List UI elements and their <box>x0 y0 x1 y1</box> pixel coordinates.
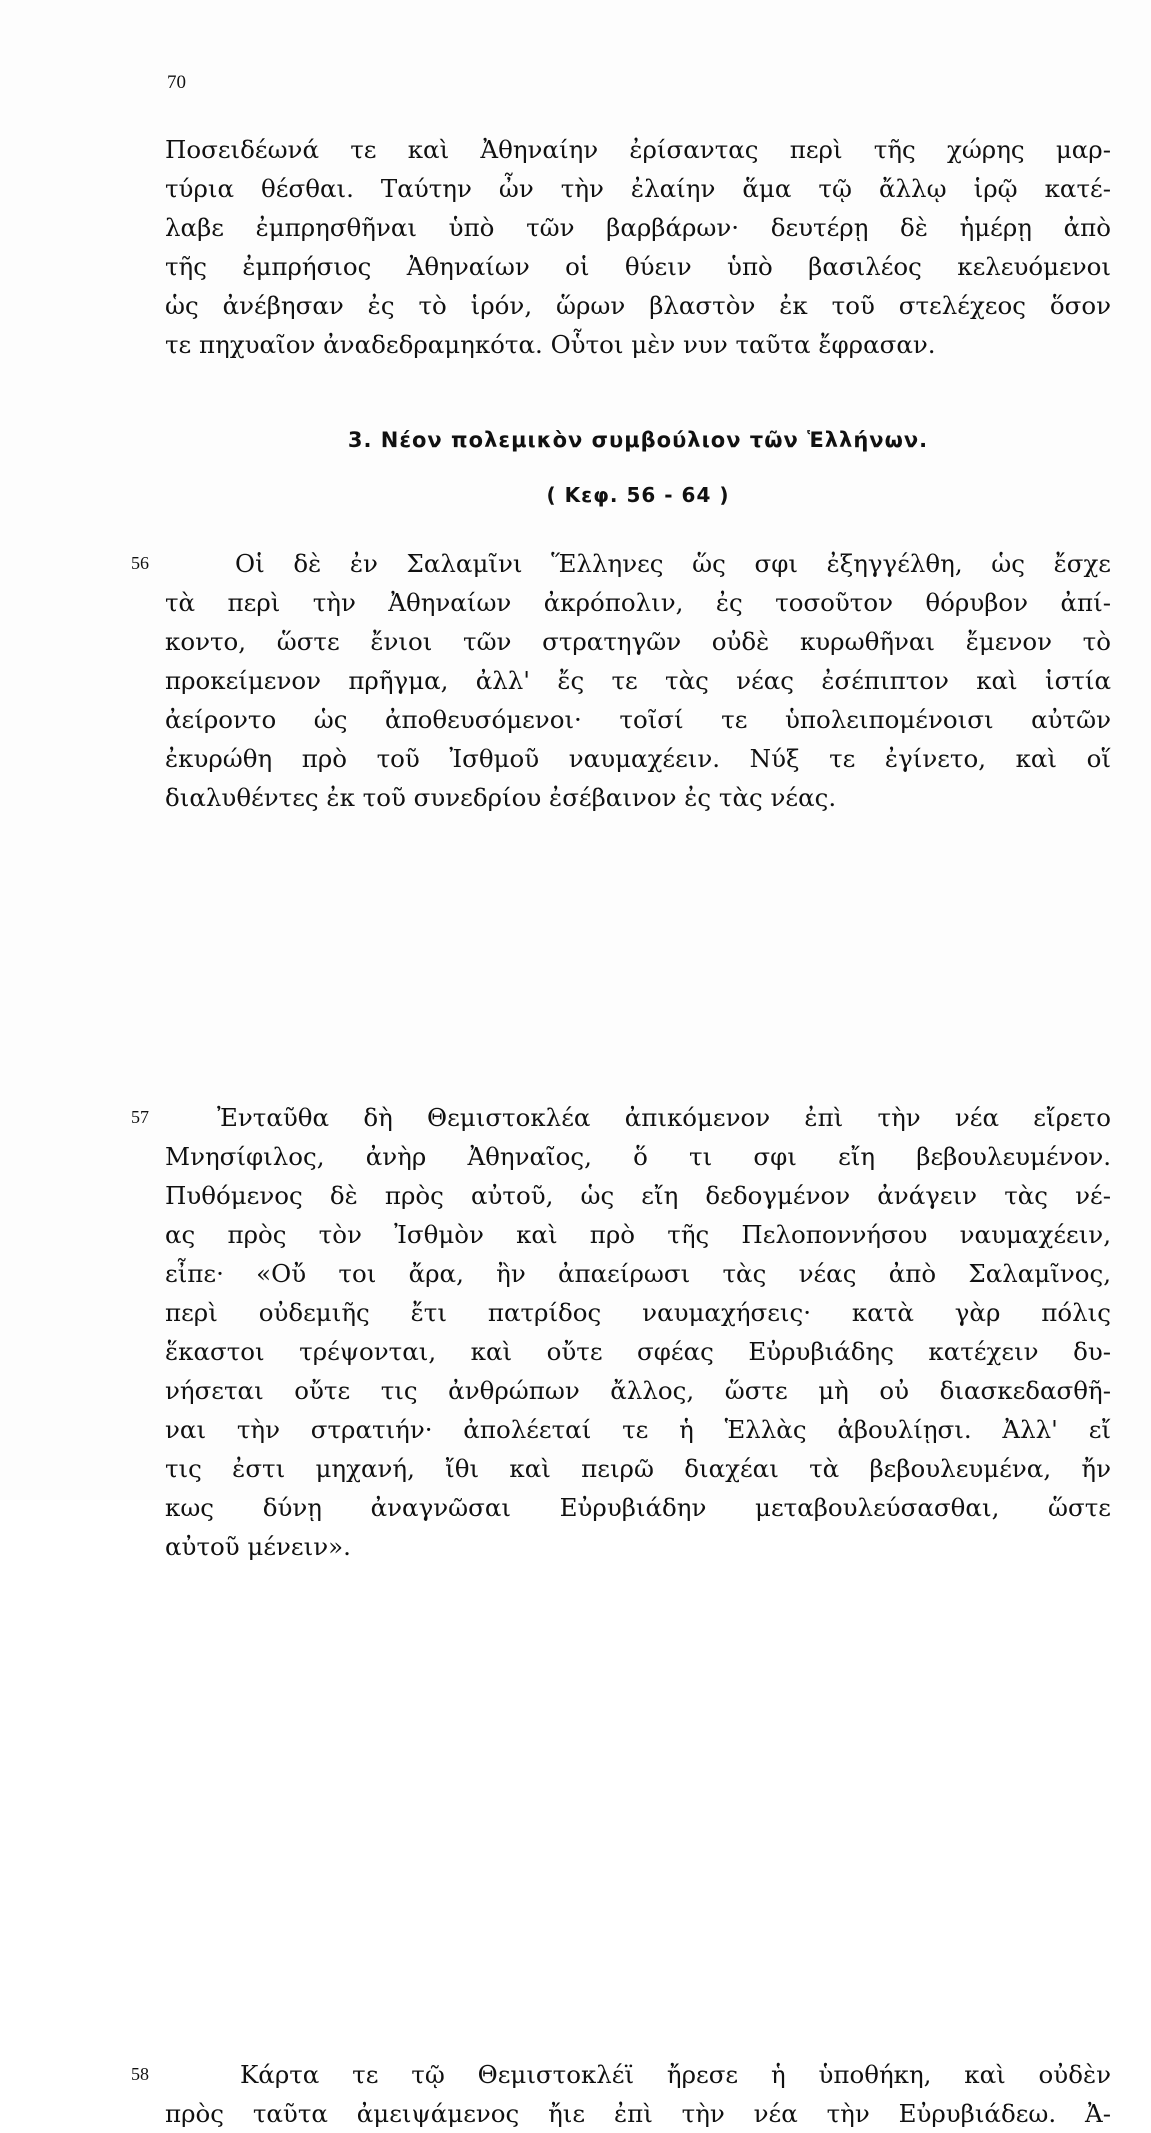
text-line: τὰ περὶ τὴν Ἀθηναίων ἀκρόπολιν, ἐς τοσοῦτον θόρυβον ἀπί- <box>165 588 1111 617</box>
text-line: λαβε ἐμπρησθῆναι ὑπὸ τῶν βαρβάρων· δευτέρῃ δὲ ἡμέρῃ ἀπὸ <box>165 213 1111 242</box>
page-number: 70 <box>167 72 186 93</box>
text-line: τῆς ἐμπρήσιος Ἀθηναίων οἱ θύειν ὑπὸ βασιλέος κελευόμενοι <box>165 252 1111 281</box>
text-line: αὐτοῦ μένειν». <box>165 1532 351 1561</box>
text-line: τις ἐστι μηχανή, ἴθι καὶ πειρῶ διαχέαι τὰ βεβουλευμένα, ἤν <box>165 1454 1111 1483</box>
intro-paragraph <box>165 130 1111 364</box>
text-line: ναι τὴν στρατιήν· ἀπολέεταί τε ἡ Ἑλλὰς ἀβουλίῃσι. Ἀλλ' εἴ <box>165 1415 1111 1444</box>
text-line: κως δύνῃ ἀναγνῶσαι Εὐρυβιάδην μεταβουλεύσασθαι, ὥστε <box>165 1493 1111 1522</box>
text-line: νήσεται οὔτε τις ἀνθρώπων ἄλλος, ὥστε μὴ οὐ διασκεδασθῆ- <box>165 1376 1111 1405</box>
text-line: Ἐνταῦθα δὴ Θεμιστοκλέα ἀπικόμενον ἐπὶ τὴν νέα εἴρετο <box>217 1103 1111 1132</box>
text-line: ας πρὸς τὸν Ἰσθμὸν καὶ πρὸ τῆς Πελοποννήσου ναυμαχέειν, <box>165 1220 1111 1249</box>
text-line: περὶ οὐδεμιῆς ἔτι πατρίδος ναυμαχήσεις· κατὰ γὰρ πόλις <box>165 1298 1111 1327</box>
text-line: Ποσειδέωνά τε καὶ Ἀθηναίην ἐρίσαντας περὶ τῆς χώρης μαρ- <box>165 135 1111 164</box>
text-line: διαλυθέντες ἐκ τοῦ συνεδρίου ἐσέβαινον ἐς τὰς νέας. <box>165 783 837 812</box>
paragraph-number: 57 <box>131 1107 149 1127</box>
text-line: Κάρτα τε τῷ Θεμιστοκλέϊ ἤρεσε ἡ ὑποθήκη, καὶ οὐδὲν <box>240 2060 1111 2089</box>
section-heading: 3. Νέον πολεμικὸν συμβούλιον τῶν Ἑλλήνων. <box>347 428 929 452</box>
paragraph-number: 58 <box>131 2064 149 2084</box>
text-line: προκείμενον πρῆγμα, ἀλλ' ἔς τε τὰς νέας ἐσέπιπτον καὶ ἱστία <box>165 666 1111 695</box>
section-subheading: ( Κεφ. 56 - 64 ) <box>546 483 730 507</box>
text-line: ἀείροντο ὡς ἀποθευσόμενοι· τοῖσί τε ὑπολειπομένοισι αὐτῶν <box>165 705 1111 734</box>
paragraph-58 <box>131 2055 1111 2133</box>
text-line: Μνησίφιλος, ἀνὴρ Ἀθηναῖος, ὅ τι σφι εἴη βεβουλευμένον. <box>165 1142 1111 1171</box>
paragraph-number: 56 <box>131 553 149 573</box>
text-line: Οἱ δὲ ἐν Σαλαμῖνι Ἕλληνες ὥς σφι ἐξηγγέλθη, ὡς ἔσχε <box>235 549 1111 578</box>
paragraph-56 <box>131 544 1111 817</box>
text-line: πρὸς ταῦτα ἀμειψάμενος ἤιε ἐπὶ τὴν νέα τὴν Εὐρυβιάδεω. Ἀ- <box>165 2099 1111 2128</box>
text-line: τύρια θέσθαι. Ταύτην ὦν τὴν ἐλαίην ἅμα τῷ ἄλλῳ ἱρῷ κατέ- <box>165 174 1111 203</box>
text-line: τε πηχυαῖον ἀναδεδραμηκότα. Οὗτοι μὲν νυν ταῦτα ἔφρασαν. <box>165 330 936 359</box>
text-line: κοντο, ὥστε ἔνιοι τῶν στρατηγῶν οὐδὲ κυρωθῆναι ἔμενον τὸ <box>165 627 1111 656</box>
text-line: ἐκυρώθη πρὸ τοῦ Ἰσθμοῦ ναυμαχέειν. Νύξ τε ἐγίνετο, καὶ οἵ <box>165 744 1111 773</box>
text-line: ἕκαστοι τρέψονται, καὶ οὔτε σφέας Εὐρυβιάδης κατέχειν δυ- <box>165 1337 1111 1366</box>
text-line: Πυθόμενος δὲ πρὸς αὐτοῦ, ὡς εἴη δεδογμένον ἀνάγειν τὰς νέ- <box>165 1181 1111 1210</box>
text-line: ὡς ἀνέβησαν ἐς τὸ ἱρόν, ὥρων βλαστὸν ἐκ τοῦ στελέχεος ὅσον <box>165 291 1111 320</box>
paragraph-57 <box>131 1098 1111 1566</box>
text-line: εἶπε· «Οὔ τοι ἄρα, ἢν ἀπαείρωσι τὰς νέας ἀπὸ Σαλαμῖνος, <box>165 1259 1111 1288</box>
